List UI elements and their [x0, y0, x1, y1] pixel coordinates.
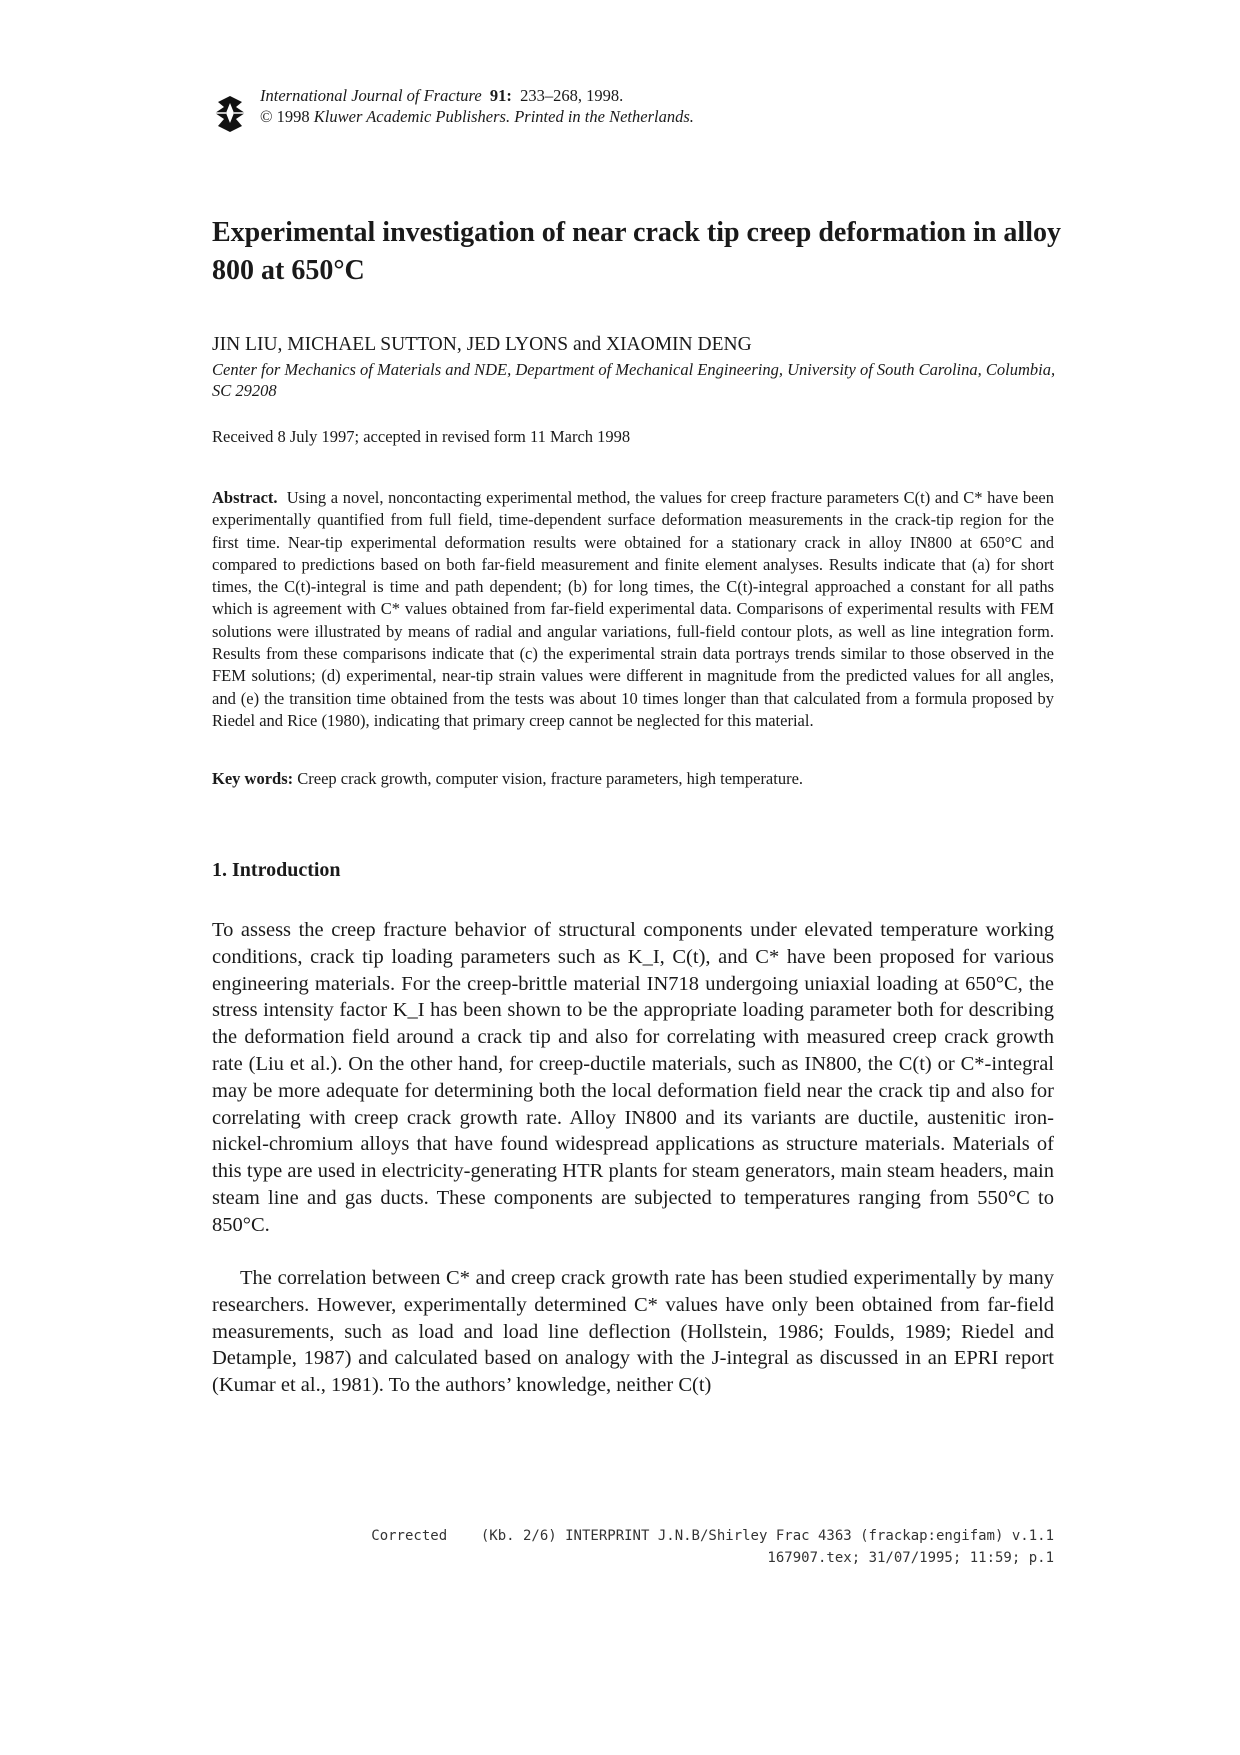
typesetting-footer	[371, 1525, 1054, 1569]
keywords	[212, 768, 1054, 790]
abstract	[212, 487, 1054, 732]
journal-name: International Journal of Fracture	[260, 86, 482, 105]
journal-volume: 91:	[489, 86, 512, 105]
body-paragraph-2: The correlation between C* and creep crack growth rate has been studied experimentally by many researchers. However, experimentally determined C* values have only been obtained from far-field measurements, such as load and load line deflection (Hollstein, 1986; Foulds, 1989; Riedel and Detample, 1987) and calculated based on analogy with the J-integral as discussed in an EPRI report (Kumar et al., 1981). To the authors’ knowledge, neither C(t)	[212, 1267, 1054, 1397]
journal-pages-year: 233–268, 1998.	[520, 86, 624, 105]
section-heading-introduction: 1. Introduction	[212, 859, 341, 881]
keywords-label: Key words:	[212, 769, 294, 788]
received-dates: Received 8 July 1997; accepted in revised form 11 March 1998	[212, 427, 631, 446]
journal-citation-line	[260, 85, 694, 106]
copyright-line	[260, 106, 694, 127]
copyright-prefix: © 1998	[260, 107, 310, 126]
abstract-text: Using a novel, noncontacting experimental method, the values for creep fracture parameters C(t) and C* have been experimentally quantified from full field, time-dependent surface deformation measurements in the crack-tip region for the first time. Near-tip experimental deformation results were obtained for a stationary crack in alloy IN800 at 650°C and compared to predictions based on both far-field measurement and finite element analyses. Results indicate that (a) for short times, the C(t)-integral is time and path dependent; (b) for long times, the C(t)-integral approached a constant for all paths which is agreement with C* values obtained from far-field experimental data. Comparisons of experimental results with FEM solutions were illustrated by means of radial and angular variations, full-field contour plots, as well as line integration form. Results from these comparisons indicate that (c) the experimental strain data portrays trends similar to those observed in the FEM solutions; (d) experimental, near-tip strain values were different in magnitude from the predicted values for all angles, and (e) the transition time obtained from the tests was about 10 times longer than that calculated from a formula proposed by Riedel and Rice (1980), indicating that primary creep cannot be neglected for this material.	[212, 488, 1055, 730]
keywords-text: Creep crack growth, computer vision, fracture parameters, high temperature.	[297, 769, 804, 788]
footer-line-2: 167907.tex; 31/07/1995; 11:59; p.1	[767, 1550, 1054, 1566]
publisher-line: Kluwer Academic Publishers. Printed in the Netherlands.	[313, 107, 694, 126]
author-affiliation: Center for Mechanics of Materials and NDE, Department of Mechanical Engineering, University of South Carolina, Columbia, SC 29208	[212, 360, 1056, 400]
paper-title: Experimental investigation of near crack tip creep deformation in alloy 800 at 650°C	[212, 217, 1061, 286]
author-list: JIN LIU, MICHAEL SUTTON, JED LYONS and XIAOMIN DENG	[212, 334, 752, 355]
body-paragraph-1: To assess the creep fracture behavior of structural components under elevated temperature working conditions, crack tip loading parameters such as K_I, C(t), and C* have been proposed for various engineering materials. For the creep-brittle material IN718 undergoing uniaxial loading at 650°C, the stress intensity factor K_I has been shown to be the appropriate loading parameter both for describing the deformation field around a crack tip and also for correlating with measured creep crack growth rate (Liu et al.). On the other hand, for creep-ductile materials, such as IN800, the C(t) or C*-integral may be more adequate for determining both the local deformation field near the crack tip and also for correlating with creep crack growth rate. Alloy IN800 and its variants are ductile, austenitic iron-nickel-chromium alloys that have found widespread applications as structure materials. Materials of this type are used in electricity-generating HTR plants for steam generators, main steam headers, main steam line and gas ducts. These components are subjected to temperatures ranging from 550°C to 850°C.	[212, 919, 1054, 1236]
abstract-label: Abstract.	[212, 488, 278, 507]
footer-line-1: Corrected (Kb. 2/6) INTERPRINT J.N.B/Shirley Frac 4363 (frackap:engifam) v.1.1	[371, 1528, 1054, 1544]
publisher-logo-icon	[212, 93, 248, 135]
